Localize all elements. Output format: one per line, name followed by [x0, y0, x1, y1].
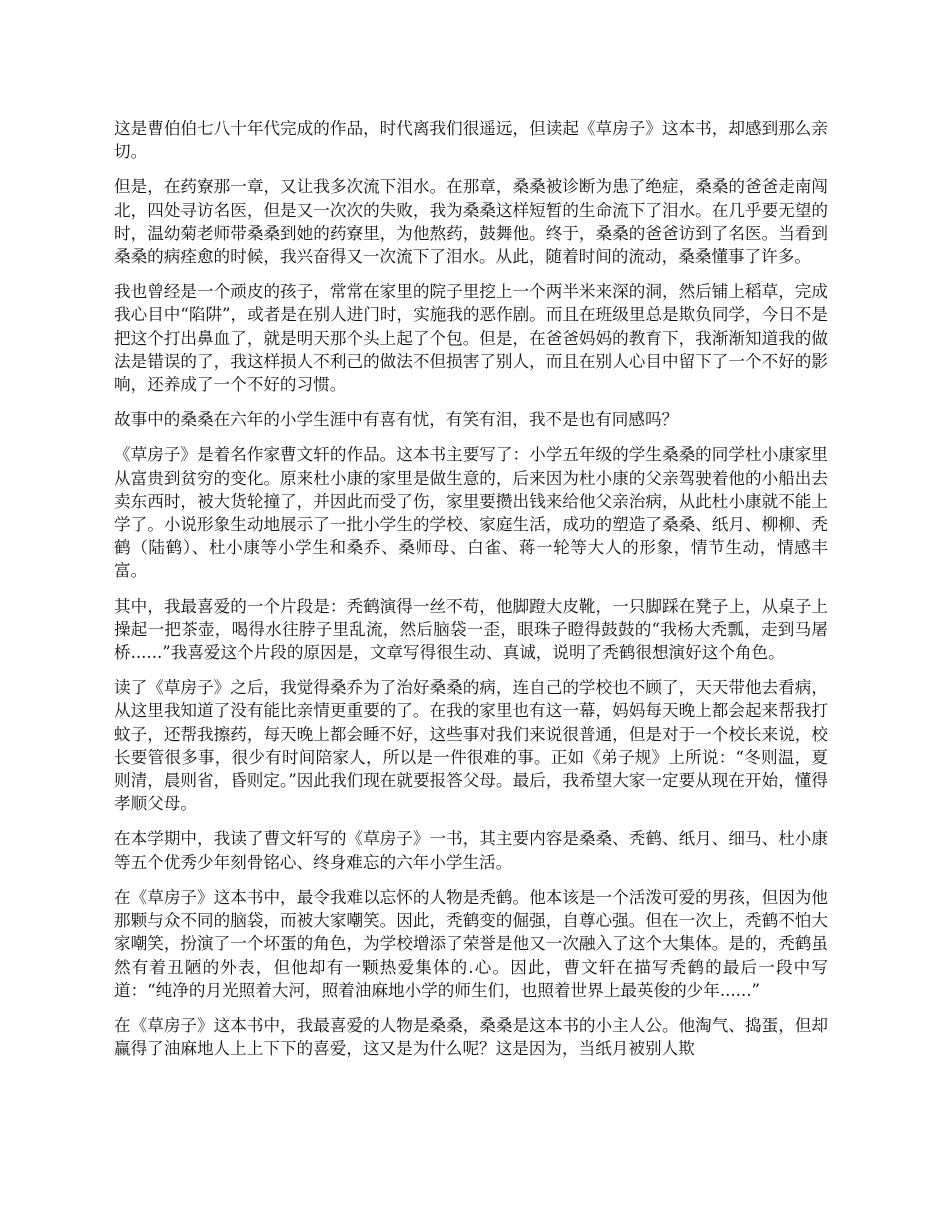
- paragraph-10: 在《草房子》这本书中，我最喜爱的人物是桑桑，桑桑是这本书的小主人公。他淘气、捣蛋，但却赢得了油麻地人上上下下的喜爱，这又是为什么呢？这是因为，当纸月被别人欺: [114, 1015, 828, 1059]
- document-page: [114, 117, 828, 1072]
- paragraph-9: 在《草房子》这本书中，最令我难以忘怀的人物是秃鹤。他本该是一个活泼可爱的男孩，但因为他那颗与众不同的脑袋，而被大家嘲笑。因此，秃鹤变的倔强，自尊心强。但在一次上，秃鹤不怕大家嘲笑，扮演了一个坏蛋的角色，为学校增添了荣誉是他又一次融入了这个大集体。是的，秃鹤虽然有着丑陋的外表，但他却有一颗热爱集体的.心。因此，曹文轩在描写秃鹤的最后一段中写道：“纯净的月光照着大河，照着油麻地小学的师生们，也照着世界上最英俊的少年......”: [114, 887, 828, 1000]
- paragraph-3: 我也曾经是一个顽皮的孩子，常常在家里的院子里挖上一个两半米来深的洞，然后铺上稻草，完成我心目中“陷阱”，或者是在别人进门时，实施我的恶作剧。而且在班级里总是欺负同学，今日不是把这个打出鼻血了，就是明天那个头上起了个包。但是，在爸爸妈妈的教育下，我渐渐知道我的做法是错误的了，我这样损人不利己的做法不但损害了别人，而且在别人心目中留下了一个不好的影响，还养成了一个不好的习惯。: [114, 282, 828, 395]
- paragraph-8: 在本学期中，我读了曹文轩写的《草房子》一书，其主要内容是桑桑、秃鹤、纸月、细马、杜小康等五个优秀少年刻骨铭心、终身难忘的六年小学生活。: [114, 829, 828, 872]
- paragraph-7: 读了《草房子》之后，我觉得桑乔为了治好桑桑的病，连自己的学校也不顾了，天天带他去看病，从这里我知道了没有能比亲情更重要的了。在我的家里也有这一幕，妈妈每天晚上都会起来帮我打蚊子，还帮我擦药，每天晚上都会睡不好，这些事对我们来说很普通，但是对于一个校长来说，校长要管很多事，很少有时间陪家人，所以是一件很难的事。正如《弟子规》上所说：“冬则温，夏则清，晨则省，昏则定。”因此我们现在就要报答父母。最后，我希望大家一定要从现在开始，懂得孝顺父母。: [114, 678, 828, 814]
- paragraph-1: 这是曹伯伯七八十年代完成的作品，时代离我们很遥远，但读起《草房子》这本书，却感到那么亲切。: [114, 119, 828, 162]
- paragraph-4: 故事中的桑桑在六年的小学生涯中有喜有忧，有笑有泪，我不是也有同感吗？: [114, 410, 679, 430]
- paragraph-2: 但是，在药寮那一章，又让我多次流下泪水。在那章，桑桑被诊断为患了绝症，桑桑的爸爸走南闯北，四处寻访名医，但是又一次次的失败，我为桑桑这样短暂的生命流下了泪水。在几乎要无望的时，温幼菊老师带桑桑到她的药寮里，为他熬药，鼓舞他。终于，桑桑的爸爸访到了名医。当看到桑桑的病痊愈的时候，我兴奋得又一次流下了泪水。从此，随着时间的流动，桑桑懂事了许多。: [114, 177, 828, 267]
- paragraph-6: 其中，我最喜爱的一个片段是：秃鹤演得一丝不苟，他脚蹬大皮靴，一只脚踩在凳子上，从桌子上操起一把茶壶，喝得水往脖子里乱流，然后脑袋一歪，眼珠子瞪得鼓鼓的“我杨大秃瓢，走到马屠桥......”我喜爱这个片段的原因是，文章写得很生动、真诚，说明了秃鹤很想演好这个角色。: [114, 596, 828, 663]
- paragraph-5: 《草房子》是着名作家曹文轩的作品。这本书主要写了：小学五年级的学生桑桑的同学杜小康家里从富贵到贫穷的变化。原来杜小康的家里是做生意的，后来因为杜小康的父亲驾驶着他的小船出去卖东西时，被大货轮撞了，并因此而受了伤，家里要攒出钱来给他父亲治病，从此杜小康就不能上学了。小说形象生动地展示了一批小学生的学校、家庭生活，成功的塑造了桑桑、纸月、柳柳、秃鹤（陆鹤）、杜小康等小学生和桑乔、桑师母、白雀、蒋一轮等大人的形象，情节生动，情感丰富。: [114, 445, 828, 581]
